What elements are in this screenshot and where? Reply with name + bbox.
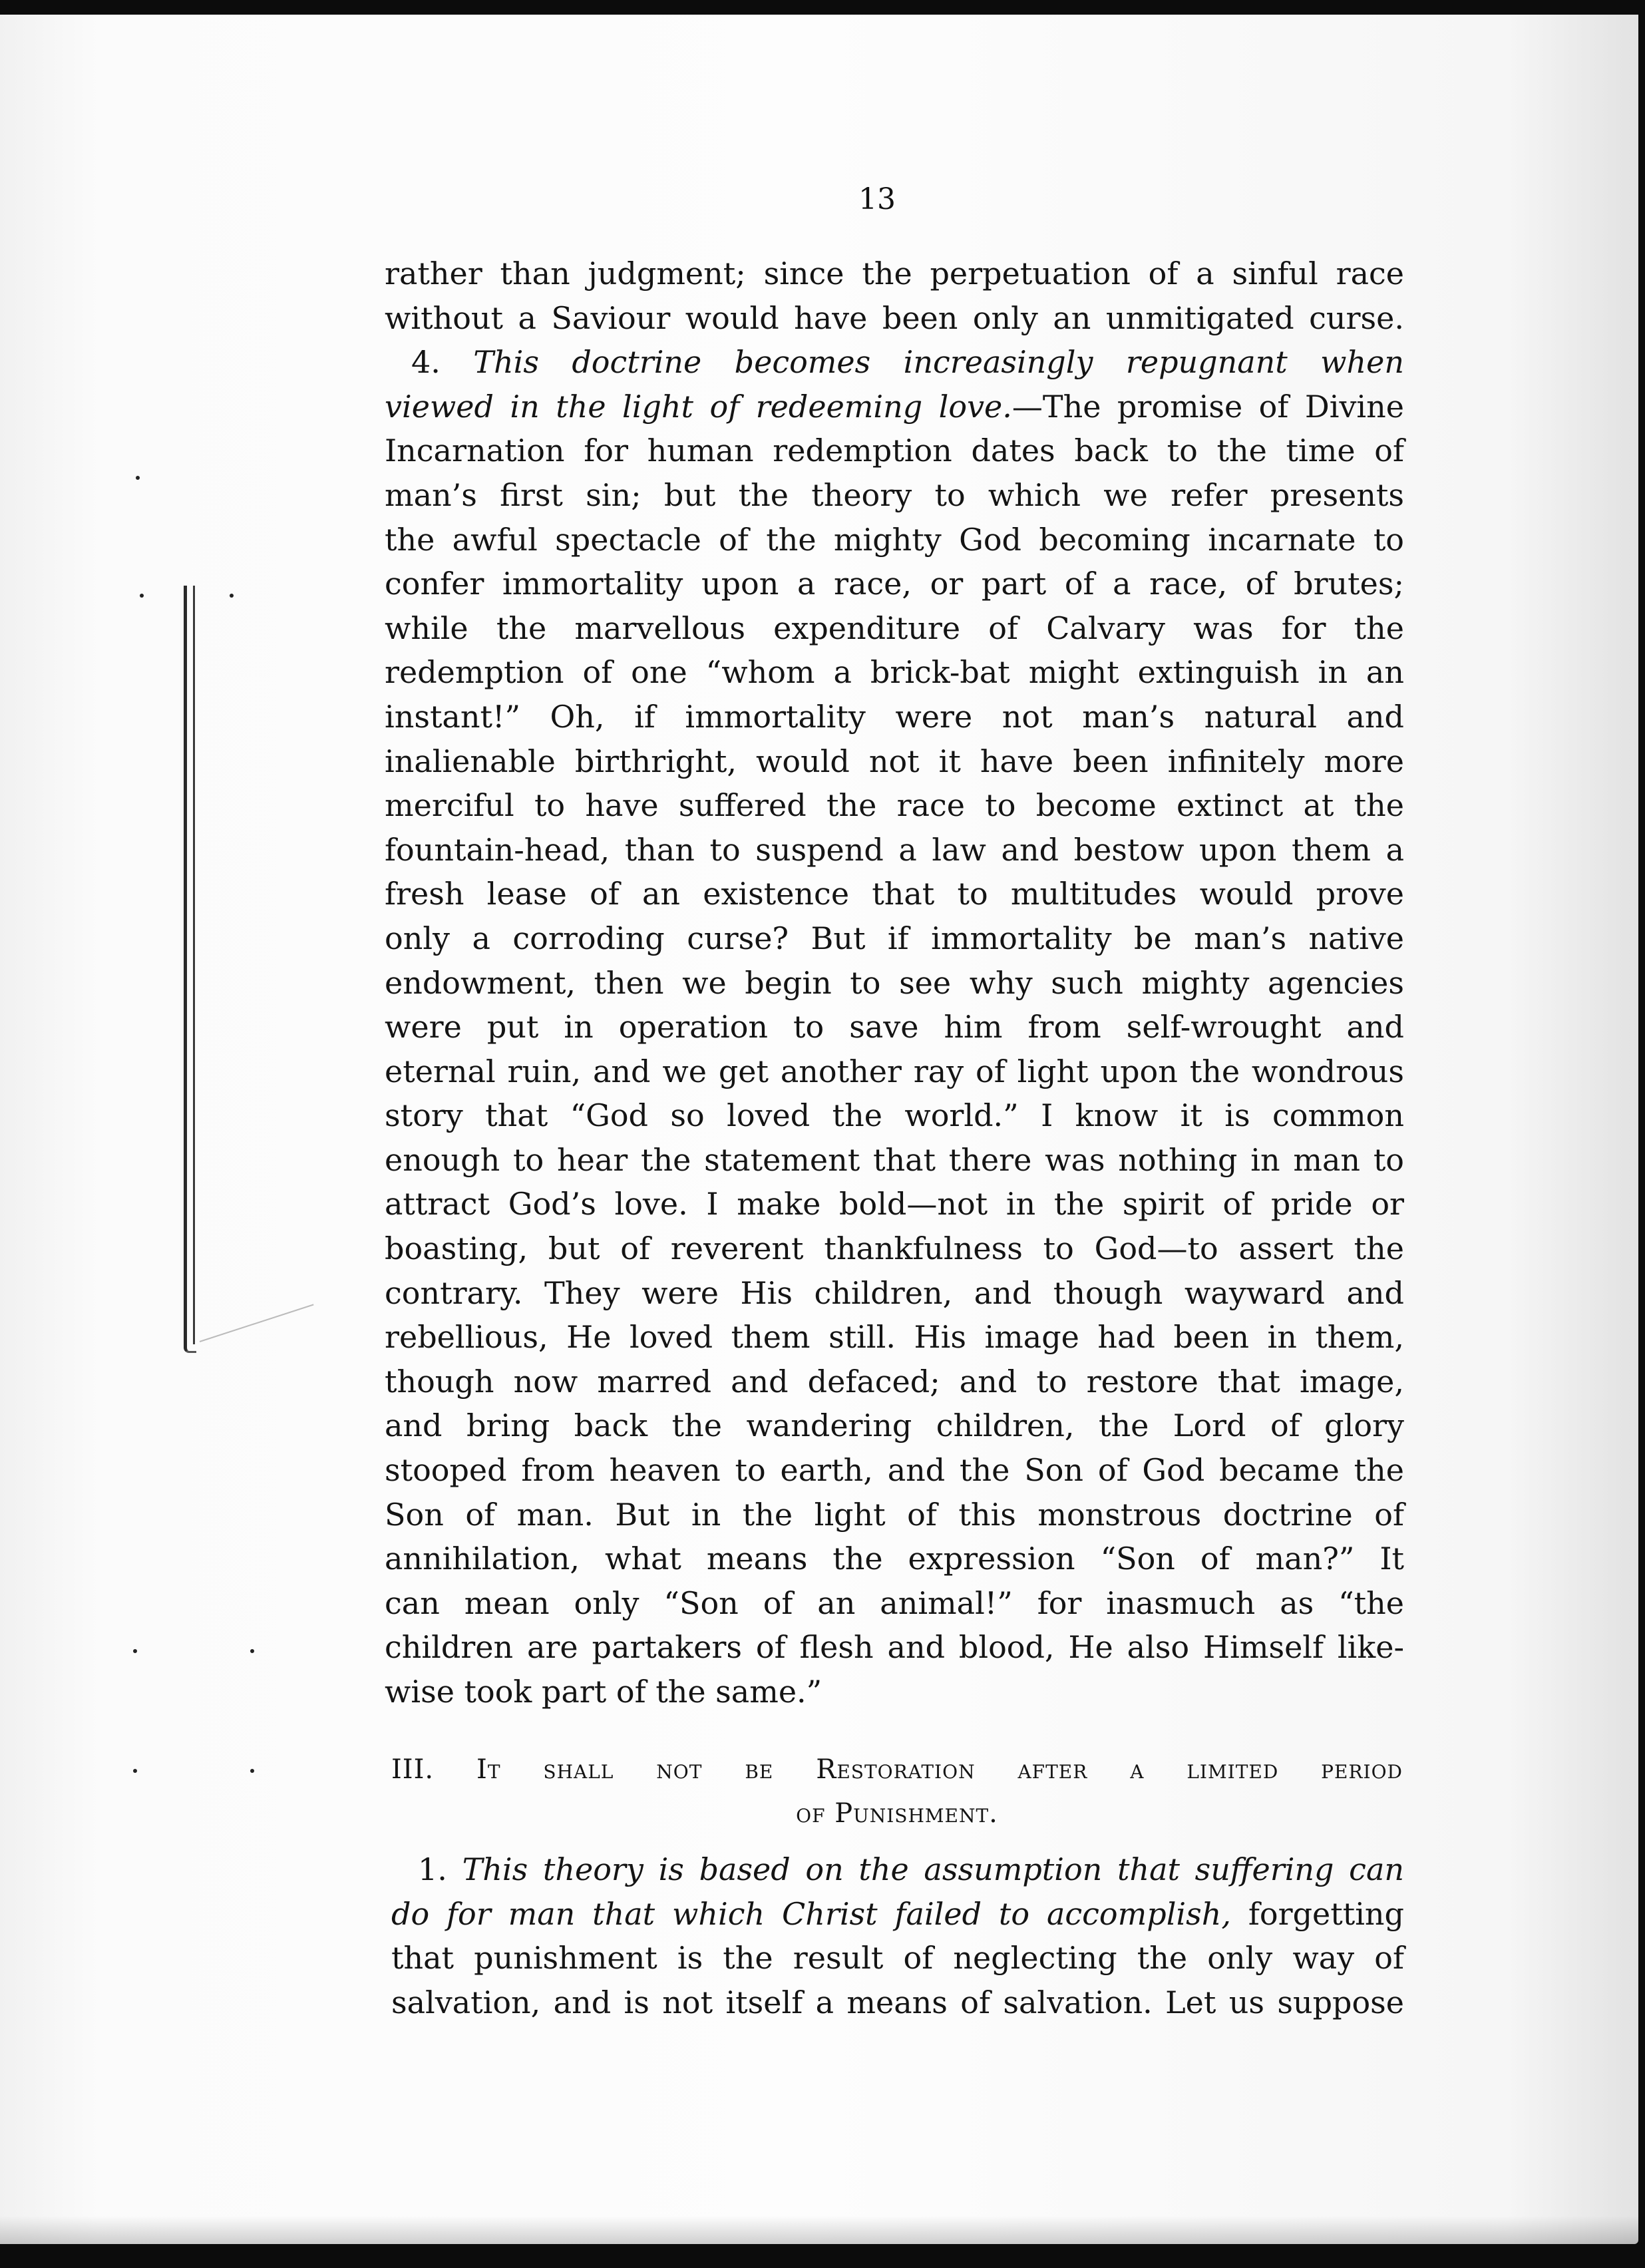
point-1-first-line (391, 1847, 1404, 1892)
text-line: and bring back the wandering children, the Lord of glory (385, 1408, 1404, 1444)
text-line: children are partakers of flesh and blood, He also Himself like- (385, 1629, 1404, 1666)
point-heading-italic: This theory is based on the assumption that suffering can (462, 1851, 1404, 1887)
text-line: attract God’s love. I make bold—not in the spirit of pride or (385, 1186, 1404, 1223)
text-line: Son of man. But in the light of this monstrous doctrine of (385, 1496, 1404, 1533)
point-1-second-line (391, 1892, 1404, 1937)
text-line: eternal ruin, and we get another ray of light upon the wondrous (385, 1053, 1404, 1089)
text-line: rebellious, He loved them still. His image had been in them, (385, 1319, 1404, 1356)
text-line: contrary. They were His children, and though wayward and (385, 1274, 1404, 1311)
text-line: were put in operation to save him from self-wrought and (385, 1009, 1404, 1045)
margin-speck (136, 476, 140, 480)
margin-speck (250, 1649, 254, 1653)
page-number: 13 (858, 182, 896, 216)
text-line: instant!” Oh, if immortality were not man’s natural and (385, 698, 1404, 735)
point-heading-italic: This doctrine becomes increasingly repugnant when (473, 344, 1404, 381)
text-line: stooped from heaven to earth, and the Son of God became the (385, 1452, 1404, 1489)
text-line: salvation, and is not itself a means of salvation. Let us suppose (391, 1984, 1404, 2020)
text-line: while the marvellous expenditure of Calvary was for the (385, 610, 1404, 646)
text-line: Incarnation for human redemption dates back to the time of (385, 433, 1404, 469)
text-line: the awful spectacle of the mighty God becoming incarnate to (385, 521, 1404, 558)
text-line: fountain-head, than to suspend a law and bestow upon them a (385, 831, 1404, 868)
text-line: though now marred and defaced; and to restore that image, (385, 1363, 1404, 1400)
section-heading-line: III. It shall not be Restoration after a limited period (391, 1754, 1403, 1785)
point-number: 1. (418, 1851, 447, 1887)
margin-speck (230, 594, 234, 598)
text-line: endowment, then we begin to see why such mighty agencies (385, 964, 1404, 1001)
text-run: forgetting (1230, 1895, 1404, 1932)
text-line: fresh lease of an existence that to multitudes would prove (385, 876, 1404, 912)
text-line: boasting, but of reverent thankfulness to God—to assert the (385, 1230, 1404, 1267)
point-number: 4. (411, 344, 441, 381)
margin-speck (133, 1649, 137, 1653)
section-heading-line: of Punishment. (796, 1798, 998, 1829)
text-line: only a corroding curse? But if immortality be man’s native (385, 920, 1404, 956)
text-line: without a Saviour would have been only an unmitigated curse. (385, 299, 1404, 336)
margin-speck (250, 1769, 254, 1773)
text-line: that punishment is the result of neglecting the only way of (391, 1940, 1404, 1977)
section-three-text-block (391, 1847, 1404, 2024)
text-line: redemption of one “whom a brick-bat might extinguish in an (385, 654, 1404, 691)
main-text-block (385, 252, 1404, 1714)
text-line: can mean only “Son of an animal!” for inasmuch as “the (385, 1585, 1404, 1621)
point-heading-italic: do for man that which Christ failed to accomplish, (391, 1895, 1231, 1932)
text-line: rather than judgment; since the perpetuation of a sinful race (385, 256, 1404, 291)
section-heading (391, 1748, 1403, 1835)
text-line: story that “God so loved the world.” I know it is common (385, 1097, 1404, 1134)
text-line: wise took part of the same.” (385, 1674, 822, 1710)
margin-speck (133, 1769, 137, 1773)
text-line: man’s first sin; but the theory to which we refer presents (385, 476, 1404, 513)
point-4-first-line (385, 340, 1404, 385)
page-edge-shadow (0, 2216, 1638, 2244)
text-line: confer immortality upon a race, or part of a race, of brutes; (385, 566, 1404, 602)
point-4-second-line (385, 385, 1404, 429)
text-line: merciful to have suffered the race to become extinct at the (385, 787, 1404, 824)
text-run: —The promise of Divine (1011, 388, 1404, 425)
margin-speck (140, 594, 144, 598)
point-heading-italic: viewed in the light of redeeming love. (385, 388, 1012, 425)
text-line: enough to hear the statement that there was nothing in man to (385, 1141, 1404, 1178)
text-line: annihilation, what means the expression “Son of man?” It (385, 1541, 1404, 1577)
text-line: inalienable birthright, would not it have been infinitely more (385, 743, 1404, 779)
margin-bracket-inner-line (193, 586, 195, 1344)
